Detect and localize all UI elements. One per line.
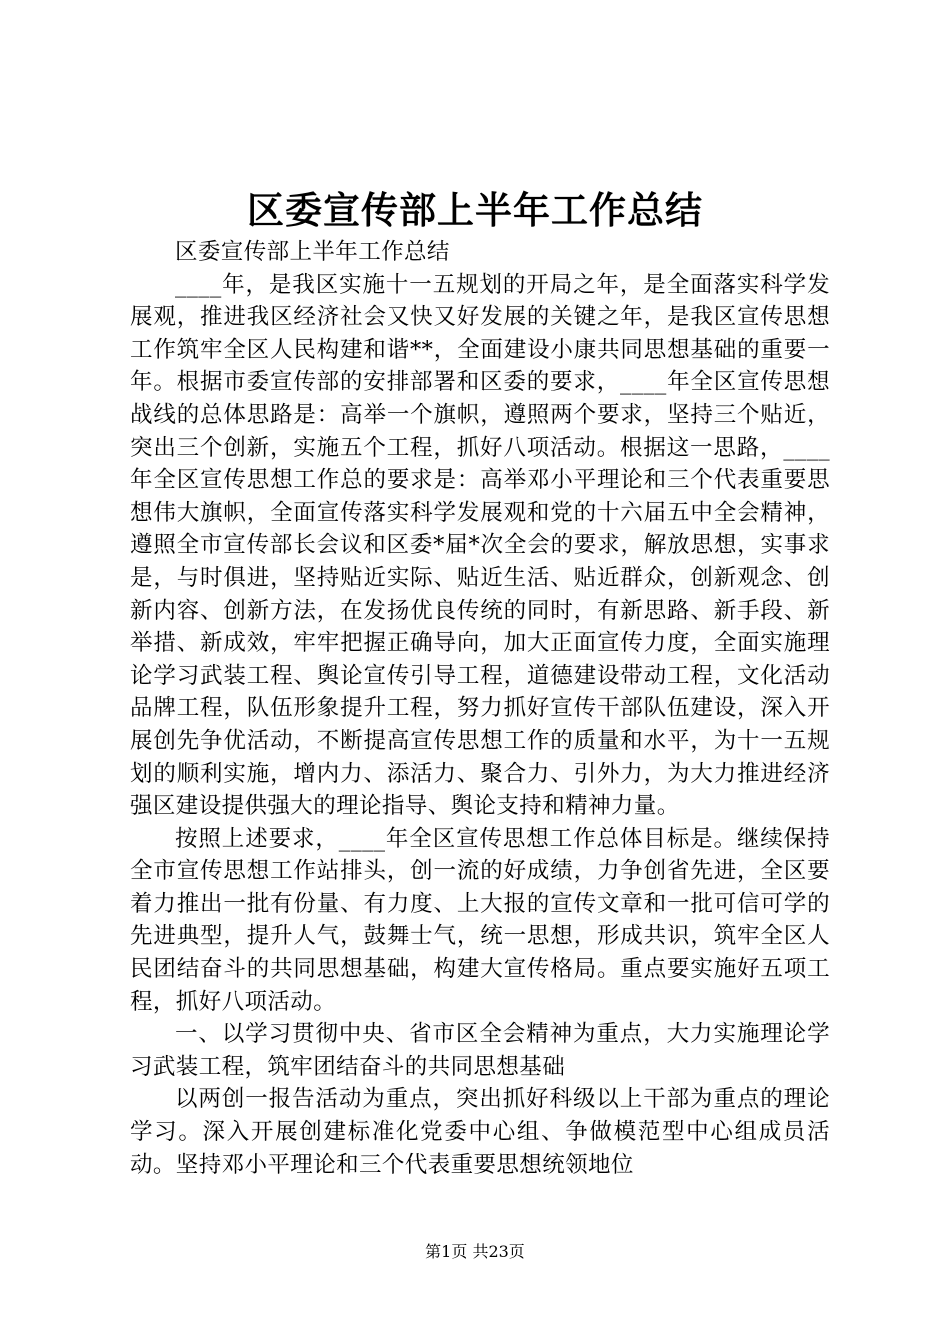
paragraph: ____年，是我区实施十一五规划的开局之年，是全面落实科学发展观，推进我区经济社会又快又好发展的关键之年，是我区宣传思想工作筑牢全区人民构建和谐**，全面建设小康共同思想基础的重要一年。根据市委宣传部的安排部署和区委的要求，____年全区宣传思想战线的总体思路是：高举一个旗帜，遵照两个要求，坚持三个贴近，突出三个创新，实施五个工程，抓好八项活动。根据这一思路，____年全区宣传思想工作总的要求是：高举邓小平理论和三个代表重要思想伟大旗帜，全面宣传落实科学发展观和党的十六届五中全会精神，遵照全市宣传部长会议和区委*届*次全会的要求，解放思想，实事求是，与时俱进，坚持贴近实际、贴近生活、贴近群众，创新观念、创新内容、创新方法，在发扬优良传统的同时，有新思路、新手段、新举措、新成效，牢牢把握正确导向，加大正面宣传力度，全面实施理论学习武装工程、舆论宣传引导工程，道德建设带动工程，文化活动品牌工程，队伍形象提升工程，努力抓好宣传干部队伍建设，深入开展创先争优活动，不断提高宣传思想工作的质量和水平，为十一五规划的顺利实施，增内力、添活力、聚合力、引外力，为大力推进经济强区建设提供强大的理论指导、舆论支持和精神力量。 [130,271,830,820]
paragraph: 按照上述要求，____年全区宣传思想工作总体目标是。继续保持全市宣传思想工作站排头，创一流的好成绩，力争创省先进，全区要着力推出一批有份量、有力度、上大报的宣传文章和一批可信可学的先进典型，提升人气，鼓舞士气，统一思想，形成共识，筑牢全区人民团结奋斗的共同思想基础，构建大宣传格局。重点要实施好五项工程，抓好八项活动。 [130,825,830,1015]
document-body [130,236,830,1181]
paragraph-section-heading: 一、以学习贯彻中央、省市区全会精神为重点，大力实施理论学习武装工程，筑牢团结奋斗的共同思想基础 [130,1021,830,1080]
paragraph-subtitle: 区委宣传部上半年工作总结 [175,239,450,265]
paragraph: 以两创一报告活动为重点，突出抓好科级以上干部为重点的理论学习。深入开展创建标准化党委中心组、争做模范型中心组成员活动。坚持邓小平理论和三个代表重要思想统领地位 [130,1086,830,1178]
document-title: 区委宣传部上半年工作总结 [247,188,703,232]
page-number-footer: 第1页 共23页 [425,1242,525,1261]
